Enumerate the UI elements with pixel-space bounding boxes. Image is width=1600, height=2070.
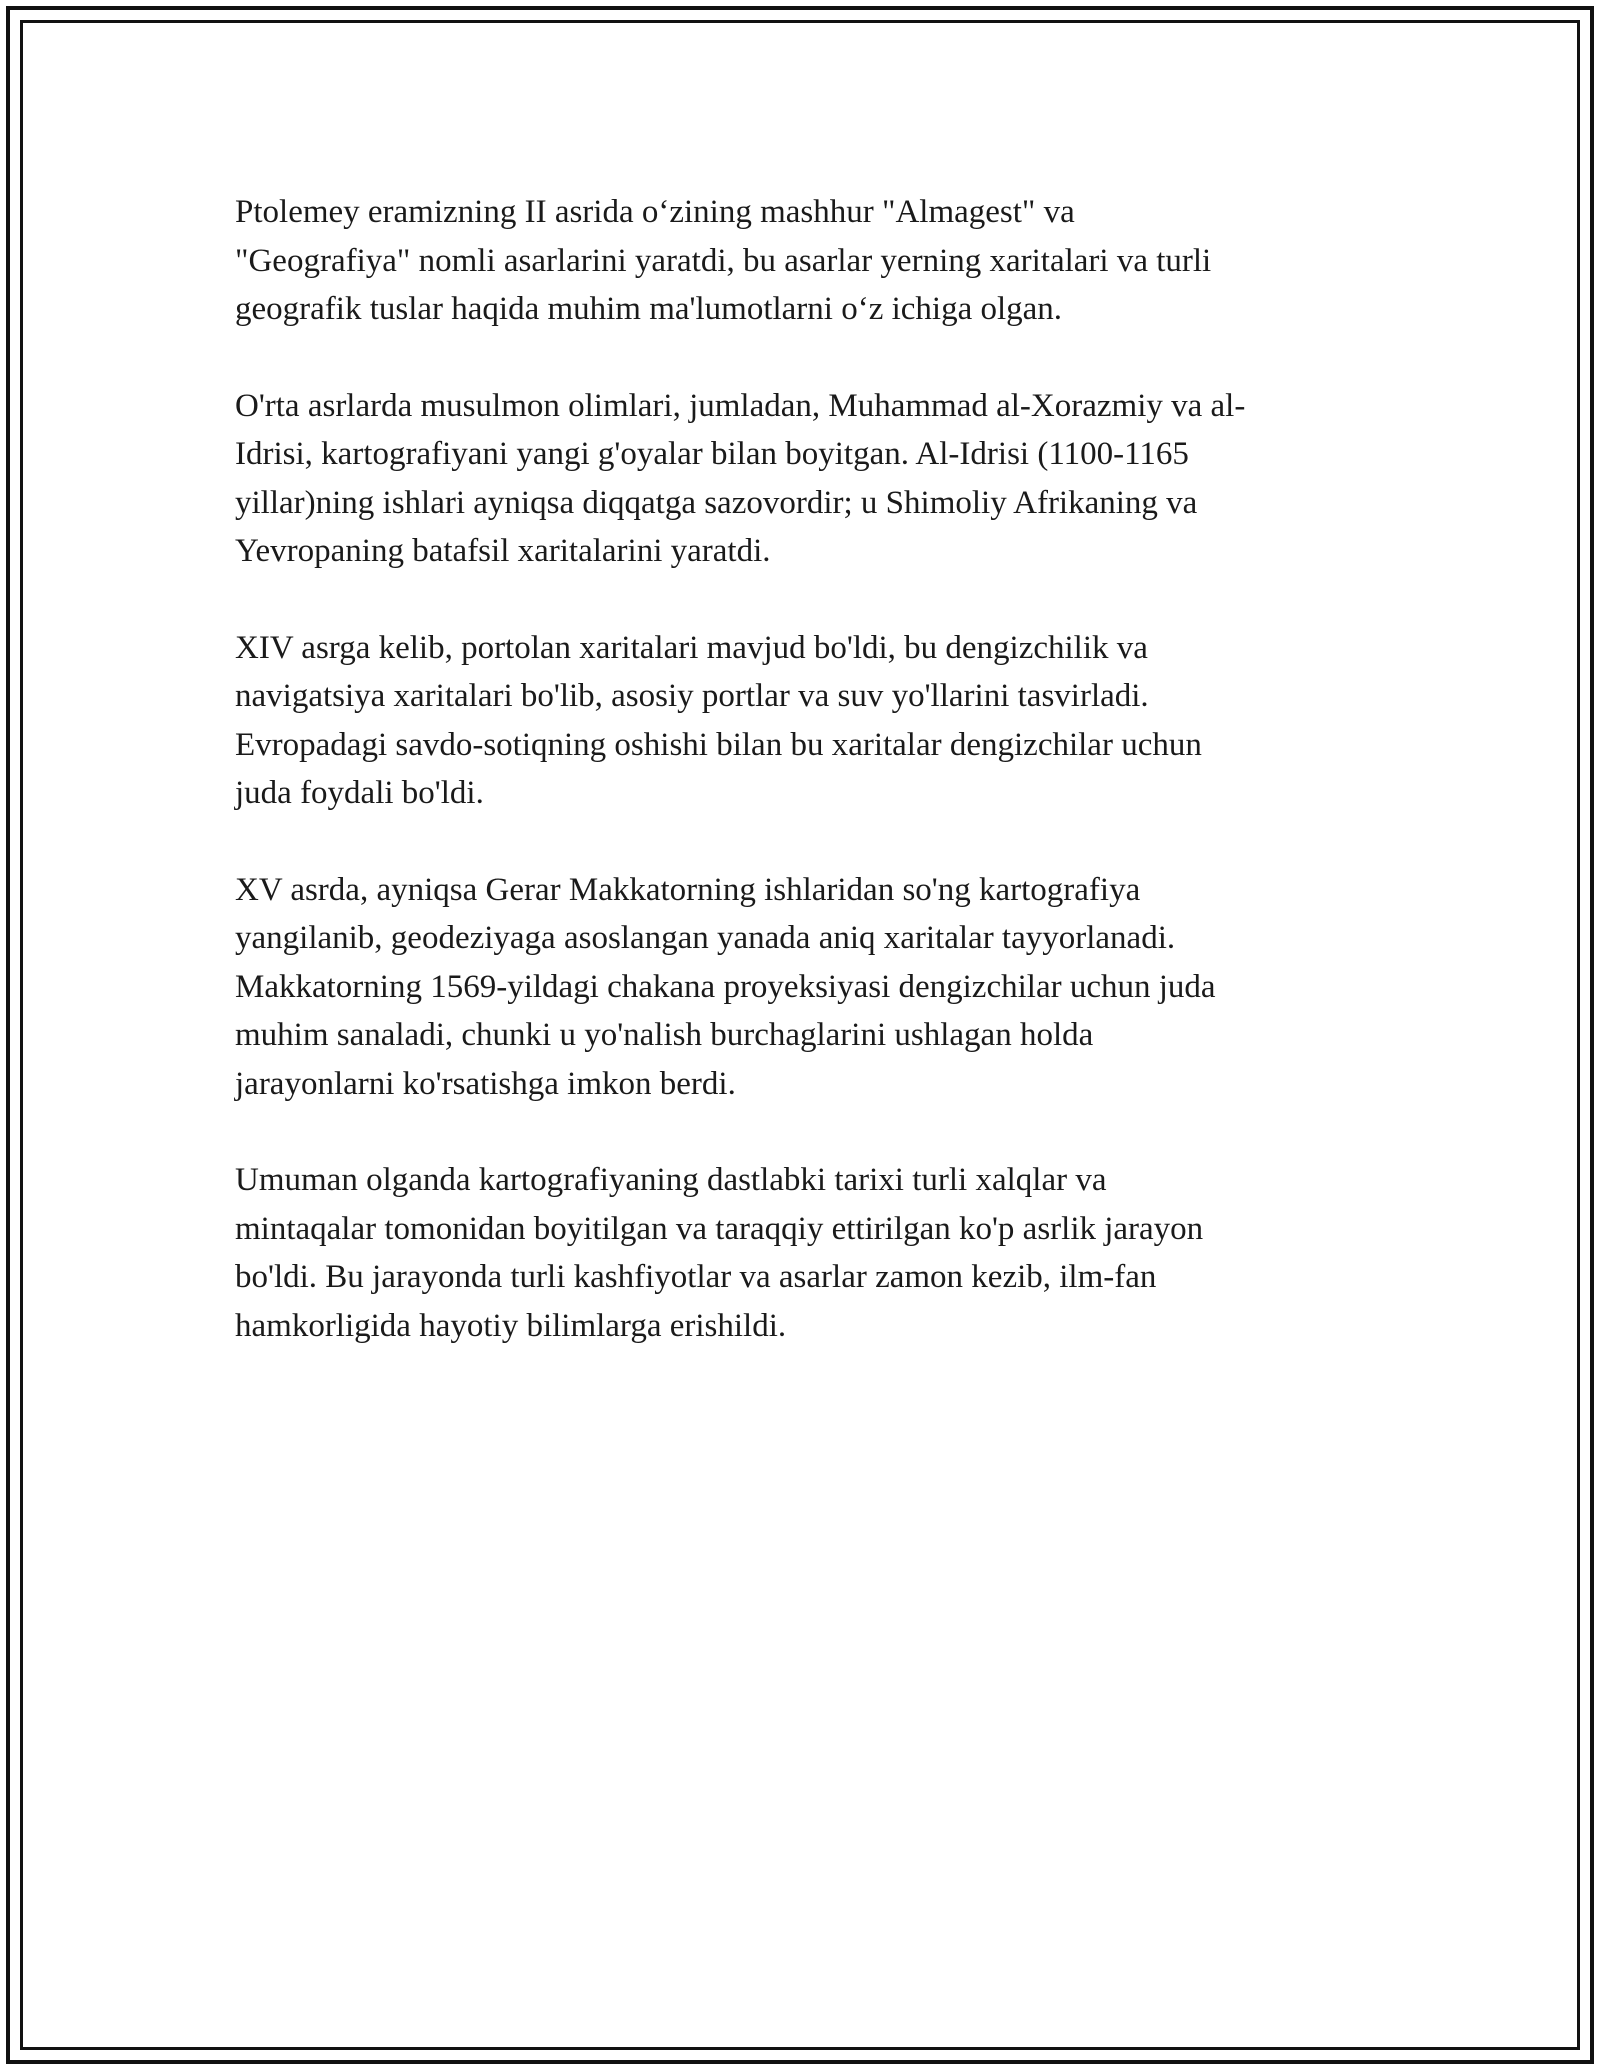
document-body bbox=[235, 188, 1375, 1398]
paragraph-summary: Umuman olganda kartografiyaning dastlabki tarixi turli xalqlar va mintaqalar tomonidan boyitilgan va taraqqiy ettirilgan ko'p asrlik jarayon bo'ldi. Bu jarayonda turli kashfiyotlar va asarlar zamon kezib, ilm-fan hamkorligida hayotiy bilimlarga erishildi. bbox=[235, 1162, 1204, 1344]
paragraph-ptolemey: Ptolemey eramizning II asrida o‘zining mashhur "Almagest" va "Geografiya" nomli asarlarini yaratdi, bu asarlar yerning xaritalari va turli geografik tuslar haqida muhim ma'lumotlarni o‘z ichiga olgan. bbox=[235, 194, 1212, 327]
paragraph-middle-ages: O'rta asrlarda musulmon olimlari, jumladan, Muhammad al-Xorazmiy va al- Idrisi, kartografiyani yangi g'oyalar bilan boyitgan. Al-Idrisi (1100-1165 yillar)ning ishlari ayniqsa diqqatga sazovordir; u Shimoliy Afrikaning va Yevropaning batafsil xaritalarini yaratdi. bbox=[235, 387, 1246, 569]
paragraph-mercator: XV asrda, ayniqsa Gerar Makkatorning ishlaridan so'ng kartografiya yangilanib, geodeziyaga asoslangan yanada aniq xaritalar tayyorlanadi. Makkatorning 1569-yildagi chakana proyeksiyasi dengizchilar uchun juda muhim sanaladi, chunki u yo'nalish burchaglarini ushlagan holda jarayonlarni ko'rsatishga imkon berdi. bbox=[235, 871, 1216, 1102]
paragraph-portolan: XIV asrga kelib, portolan xaritalari mavjud bo'ldi, bu dengizchilik va navigatsiya xaritalari bo'lib, asosiy portlar va suv yo'llarini tasvirladi. Evropadagi savdo-sotiqning oshishi bilan bu xaritalar dengizchilar uchun juda foydali bo'ldi. bbox=[235, 629, 1202, 811]
